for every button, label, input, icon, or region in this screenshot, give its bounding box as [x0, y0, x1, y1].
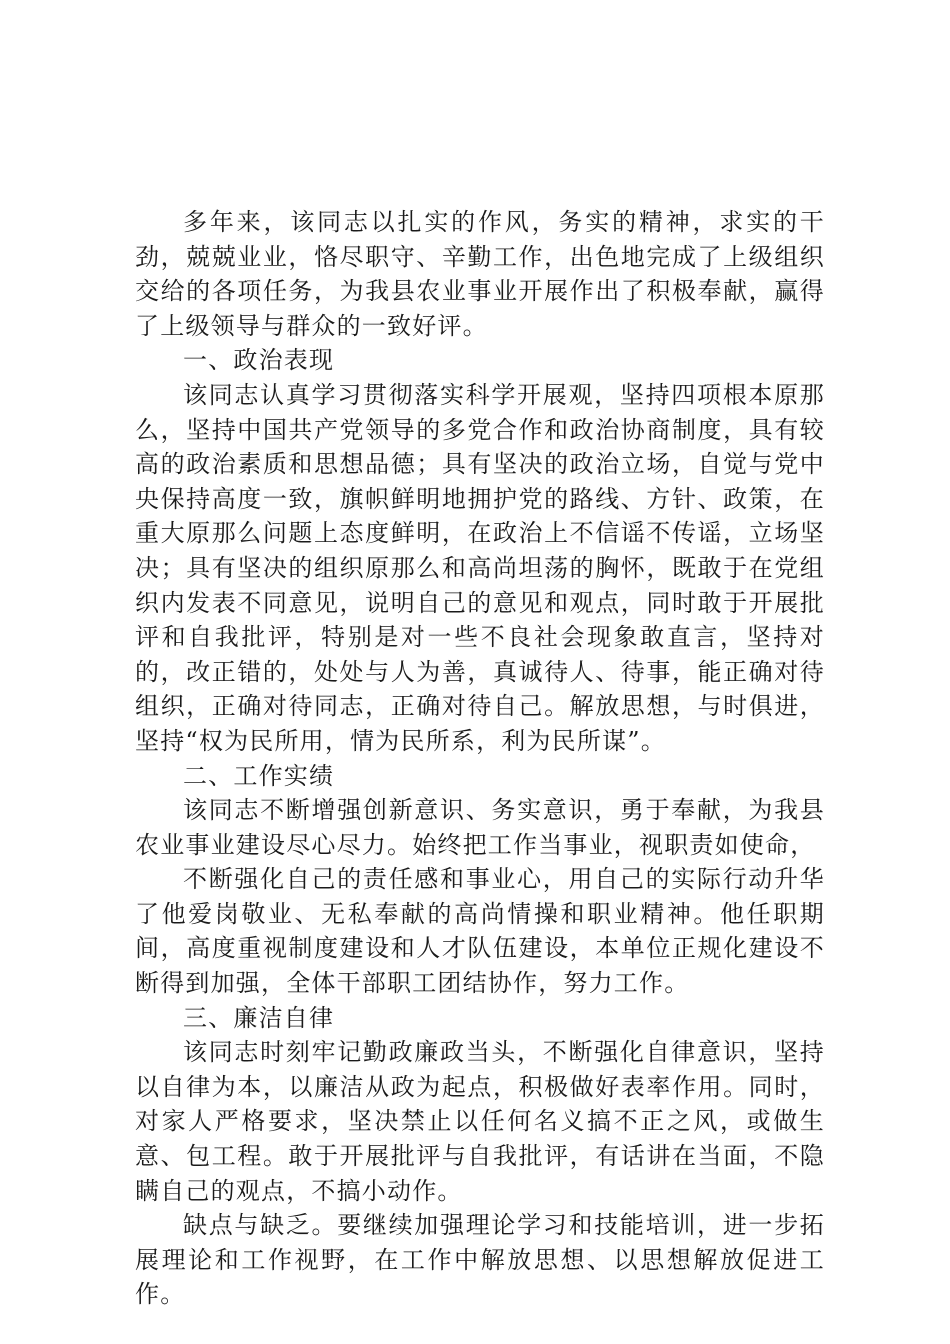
work-paragraph-1: 该同志不断增强创新意识、务实意识，勇于奉献，为我县农业事业建设尽心尽力。始终把工作当事业，视职责如使命，: [135, 796, 825, 859]
intro-paragraph: 多年来，该同志以扎实的作风，务实的精神，求实的干劲，兢兢业业，恪尽职守、辛勤工作，出色地完成了上级组织交给的各项任务，为我县农业事业开展作出了积极奉献，赢得了上级领导与群众的一致好评。: [135, 208, 825, 340]
work-paragraph-2: 不断强化自己的责任感和事业心，用自己的实际行动升华了他爱岗敬业、无私奉献的高尚情操和职业精神。他任职期间，高度重视制度建设和人才队伍建设，本单位正规化建设不断得到加强，全体干部职工团结协作，努力工作。: [135, 865, 825, 998]
section-heading-work: 二、工作实绩: [183, 761, 335, 790]
political-paragraph: 该同志认真学习贯彻落实科学开展观，坚持四项根本原那么，坚持中国共产党领导的多党合作和政治协商制度，具有较高的政治素质和思想品德；具有坚决的政治立场，自觉与党中央保持高度一致，旗帜鲜明地拥护党的路线、方针、政策，在重大原那么问题上态度鲜明，在政治上不信谣不传谣，立场坚决；具有坚决的组织原那么和高尚坦荡的胸怀，既敢于在党组织内发表不同意见，说明自己的意见和观点，同时敢于开展批评和自我批评，特别是对一些不良社会现象敢直言，坚持对的，改正错的，处处与人为善，真诚待人、待事，能正确对待组织，正确对待同志，正确对待自己。解放思想，与时俱进，坚持“权为民所用，情为民所系，利为民所谋”。: [135, 380, 825, 755]
integrity-paragraph: 该同志时刻牢记勤政廉政当头，不断强化自律意识，坚持以自律为本，以廉洁从政为起点，积极做好表率作用。同时，对家人严格要求，坚决禁止以任何名义搞不正之风，或做生意、包工程。敢于开展批评与自我批评，有话讲在当面，不隐瞒自己的观点，不搞小动作。: [135, 1038, 825, 1205]
document-body: [135, 205, 825, 1312]
closing-paragraph: 缺点与缺乏。要继续加强理论学习和技能培训，进一步拓展理论和工作视野，在工作中解放思想、以思想解放促进工作。: [135, 1211, 825, 1309]
section-heading-integrity: 三、廉洁自律: [183, 1003, 335, 1032]
section-heading-political: 一、政治表现: [183, 346, 335, 375]
